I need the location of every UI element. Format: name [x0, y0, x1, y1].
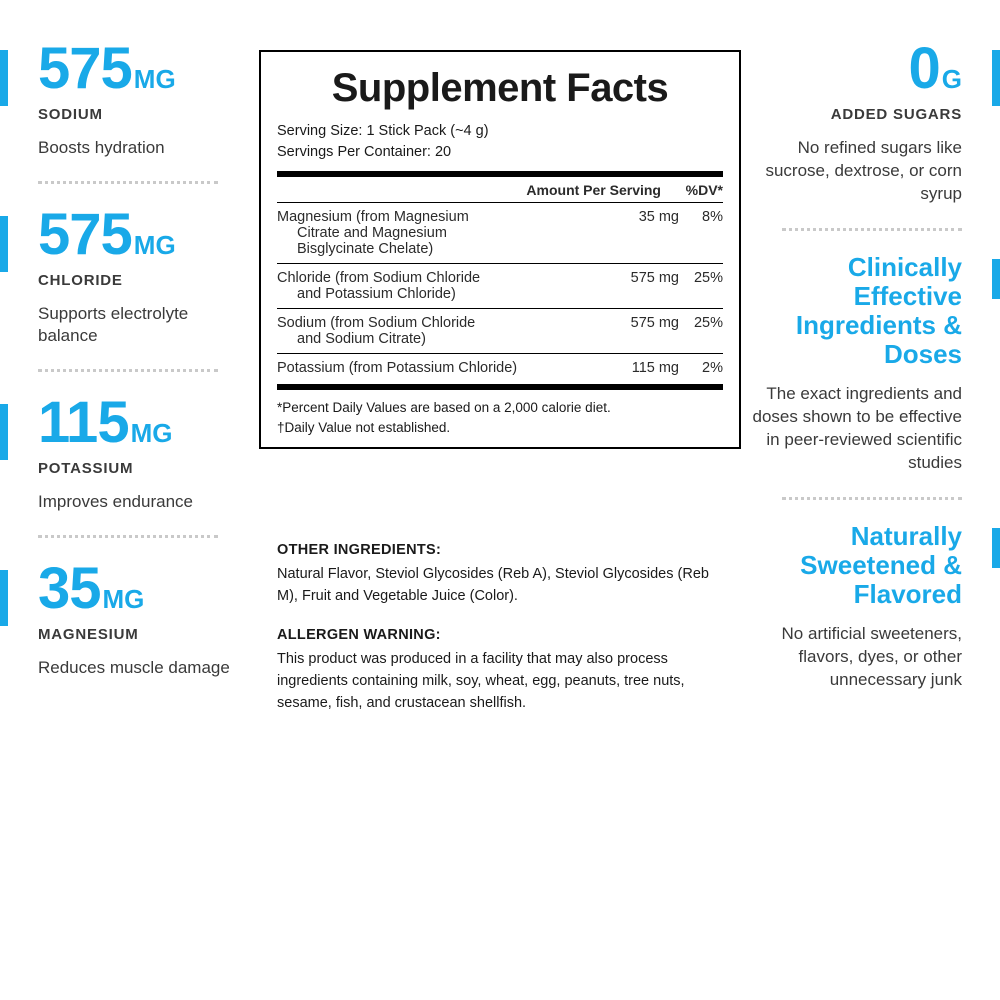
nutrient-amount: 575 mg — [587, 264, 679, 309]
stat-name: POTASSIUM — [38, 460, 134, 478]
stat-name: CHLORIDE — [38, 272, 123, 290]
accent-bar-icon — [0, 216, 8, 272]
nutrient-dv: 25% — [679, 264, 723, 309]
column-header-dv: %DV* — [685, 182, 723, 199]
allergen-warning-text: This product was produced in a facility that may also process ingredients containing milk, soy, wheat, egg, peanuts, tree nuts, sesame, fish, and crustacean shellfish. — [277, 651, 685, 711]
stat-description: Reduces muscle damage — [38, 658, 230, 678]
stat-value-row — [38, 36, 250, 101]
benefit-unit: G — [941, 64, 962, 94]
nutrient-dv: 8% — [679, 203, 723, 264]
benefit-added-sugars — [750, 36, 1000, 206]
nutrient-amount: 575 mg — [587, 309, 679, 354]
benefit-value-row — [750, 36, 962, 101]
stat-chloride — [0, 202, 250, 347]
stat-name: MAGNESIUM — [38, 626, 139, 644]
stat-unit: MG — [133, 64, 176, 94]
nutrient-name-line1: Potassium (from Potassium Chloride) — [277, 360, 518, 377]
nutrient-name-cell — [277, 354, 587, 383]
nutrient-name-cell — [277, 264, 587, 309]
nutrient-dv: 2% — [679, 354, 723, 383]
stat-value-row — [38, 390, 250, 456]
table-row — [277, 354, 723, 383]
stat-unit: MG — [133, 230, 176, 261]
servings-per-container: Servings Per Container: 20 — [277, 144, 452, 161]
nutrient-name-line2: and Sodium Citrate) — [297, 331, 426, 348]
table-row — [277, 264, 723, 309]
stat-value: 575 — [38, 202, 132, 268]
table-header-row — [277, 177, 723, 202]
stat-unit: MG — [102, 584, 145, 615]
stat-name: SODIUM — [38, 106, 103, 123]
stat-unit: MG — [130, 418, 173, 449]
stat-value: 575 — [38, 36, 132, 101]
table-row — [277, 203, 723, 264]
page-title: Supplement Facts — [331, 66, 669, 110]
stat-value: 115 — [38, 390, 129, 456]
stat-value: 35 — [38, 556, 101, 622]
nutrient-name-line1: Magnesium (from Magnesium — [277, 209, 469, 226]
dotted-divider — [38, 369, 218, 372]
benefit-title: Naturally Sweetened & Flavored — [800, 521, 962, 610]
dotted-divider — [38, 181, 218, 184]
nutrient-amount: 35 mg — [587, 203, 679, 264]
accent-bar-icon — [0, 570, 8, 626]
benefit-description: No artificial sweeteners, flavors, dyes, or other unnecessary junk — [781, 624, 962, 690]
stat-magnesium — [0, 556, 250, 679]
stat-description: Supports electrolyte balance — [38, 304, 189, 346]
dotted-divider — [782, 497, 962, 500]
accent-bar-icon — [0, 50, 8, 106]
accent-bar-icon — [0, 404, 8, 460]
benefit-value: 0 — [908, 36, 940, 101]
benefit-name: ADDED SUGARS — [830, 106, 962, 123]
supplement-facts-panel-wrapper — [259, 50, 741, 449]
supplement-facts-panel — [259, 50, 741, 449]
stat-sodium — [0, 36, 250, 159]
benefit-description: The exact ingredients and doses shown to be effective in peer-reviewed scientific studies — [752, 384, 962, 473]
stat-description: Boosts hydration — [38, 138, 165, 157]
serving-size: Serving Size: 1 Stick Pack (~4 g) — [277, 123, 489, 139]
dotted-divider — [782, 228, 962, 231]
nutrient-name-line1: Sodium (from Sodium Chloride — [277, 315, 476, 332]
stat-value-row — [38, 202, 250, 268]
benefit-clinically-effective — [750, 253, 1000, 475]
column-header-amount: Amount Per Serving — [526, 182, 661, 199]
other-ingredients-label: OTHER INGREDIENTS: — [277, 542, 442, 558]
stat-value-row — [38, 556, 250, 622]
benefit-title: Clinically Effective Ingredients & Doses — [795, 251, 962, 370]
stat-description: Improves endurance — [38, 492, 193, 512]
table-row — [277, 309, 723, 354]
nutrient-table — [277, 202, 723, 382]
footnotes — [277, 384, 723, 437]
nutrient-name-line2: and Potassium Chloride) — [297, 286, 456, 303]
stat-potassium — [0, 390, 250, 513]
accent-bar-icon — [992, 259, 1000, 299]
additional-label-text — [277, 540, 727, 732]
benefit-naturally-sweetened — [750, 522, 1000, 692]
accent-bar-icon — [992, 50, 1000, 106]
nutrient-name-cell — [277, 309, 587, 354]
right-benefits-column — [750, 36, 1000, 692]
allergen-warning-label: ALLERGEN WARNING: — [277, 627, 441, 644]
accent-bar-icon — [992, 528, 1000, 568]
nutrient-name-line2: Citrate and Magnesium — [297, 225, 447, 242]
footnote-not-established: †Daily Value not established. — [277, 419, 451, 435]
benefit-description: No refined sugars like sucrose, dextrose, or corn syrup — [765, 138, 962, 203]
other-ingredients-text: Natural Flavor, Steviol Glycosides (Reb A), Steviol Glycosides (Reb M), Fruit and Vegetable Juice (Color). — [277, 565, 709, 604]
nutrient-name-cell — [277, 203, 587, 264]
dotted-divider — [38, 535, 218, 538]
nutrient-amount: 115 mg — [587, 354, 679, 383]
nutrient-name-line1: Chloride (from Sodium Chloride — [277, 270, 481, 287]
left-stats-column — [0, 36, 250, 697]
nutrient-name-line3: Bisglycinate Chelate) — [297, 241, 434, 258]
footnote-daily-value: *Percent Daily Values are based on a 2,000 calorie diet. — [277, 400, 611, 416]
nutrient-dv: 25% — [679, 309, 723, 354]
